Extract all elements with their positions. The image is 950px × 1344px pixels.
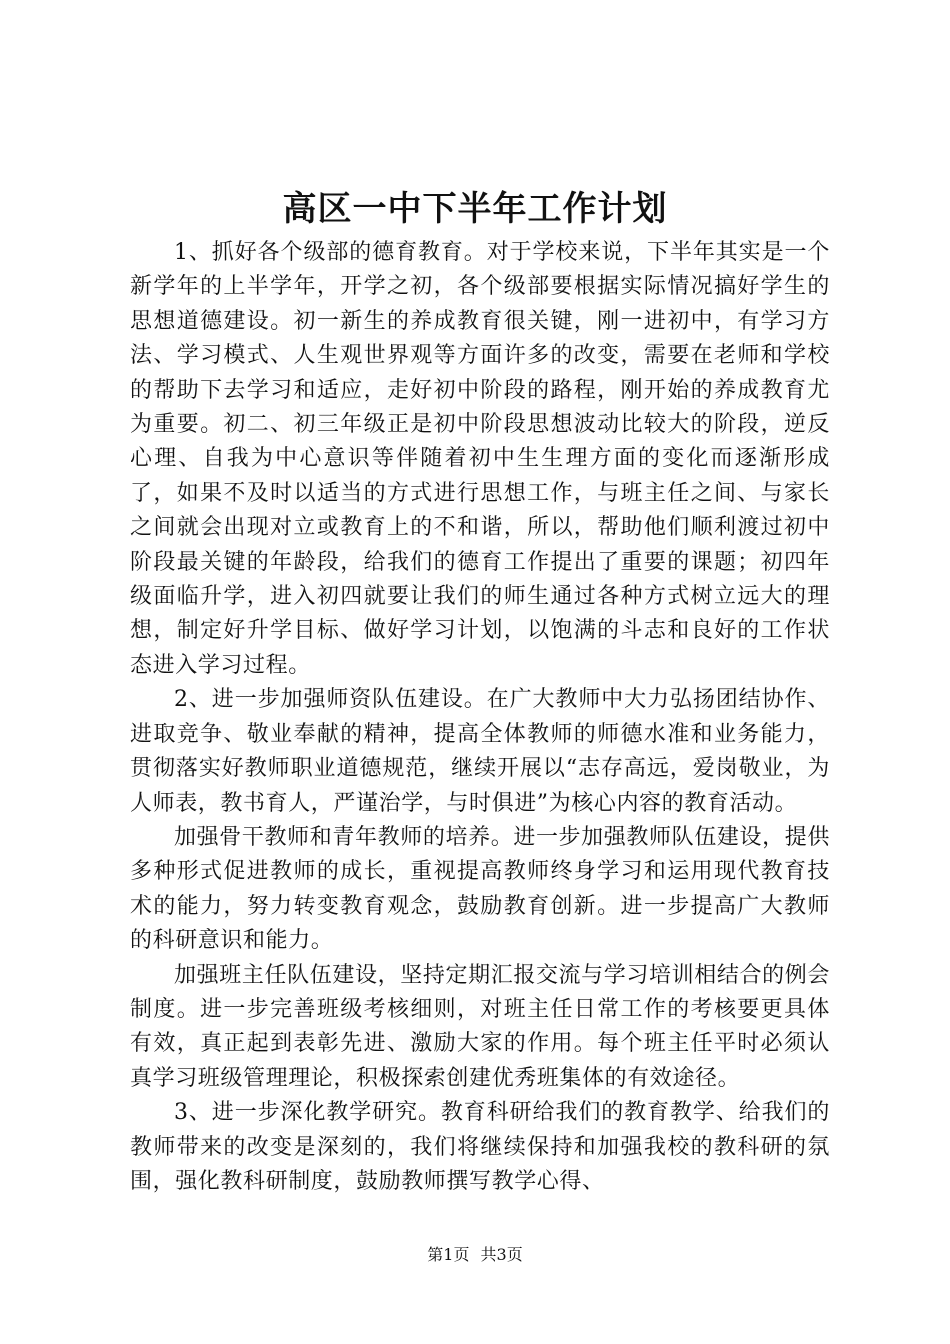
paragraph-5: 3、进一步深化教学研究。教育科研给我们的教育教学、给我们的教师带来的改变是深刻的，我们将继续保持和加强我校的教科研的氛围，强化教科研制度，鼓励教师撰写教学心得、 bbox=[130, 1100, 830, 1194]
document-title: 高区一中下半年工作计划 bbox=[282, 189, 668, 229]
paragraph-2: 2、进一步加强师资队伍建设。在广大教师中大力弘扬团结协作、进取竞争、敬业奉献的精神，提高全体教师的师德水准和业务能力，贯彻落实好教师职业道德规范，继续开展以“志存高远，爱岗敬业，为人师表，教书育人，严谨治学，与时俱进”为核心内容的教育活动。 bbox=[130, 687, 830, 816]
paragraph-3: 加强骨干教师和青年教师的培养。进一步加强教师队伍建设，提供多种形式促进教师的成长，重视提高教师终身学习和运用现代教育技术的能力，努力转变教育观念，鼓励教育创新。进一步提高广大教师的科研意识和能力。 bbox=[130, 824, 830, 954]
paragraph-4: 加强班主任队伍建设，坚持定期汇报交流与学习培训相结合的例会制度。进一步完善班级考核细则，对班主任日常工作的考核要更具体有效，真正起到表彰先进、激励大家的作用。每个班主任平时必须认真学习班级管理理论，积极探索创建优秀班集体的有效途径。 bbox=[130, 962, 830, 1091]
page-footer bbox=[0, 1244, 950, 1266]
document-body bbox=[130, 236, 830, 1199]
paragraph-1: 1、抓好各个级部的德育教育。对于学校来说，下半年其实是一个新学年的上半学年，开学之初，各个级部要根据实际情况搞好学生的思想道德建设。初一新生的养成教育很关键，刚一进初中，有学习方法、学习模式、人生观世界观等方面许多的改变，需要在老师和学校的帮助下去学习和适应，走好初中阶段的路程，刚开始的养成教育尤为重要。初二、初三年级正是初中阶段思想波动比较大的阶段，逆反心理、自我为中心意识等伴随着初中生生理方面的变化而逐渐形成了，如果不及时以适当的方式进行思想工作，与班主任之间、与家长之间就会出现对立或教育上的不和谐，所以，帮助他们顺利渡过初中阶段最关键的年龄段，给我们的德育工作提出了重要的课题；初四年级面临升学，进入初四就要让我们的师生通过各种方式树立远大的理想，制定好升学目标、做好学习计划，以饱满的斗志和良好的工作状态进入学习过程。 bbox=[130, 240, 830, 678]
page-total: 共3页 bbox=[480, 1245, 523, 1264]
page-number: 第1页 bbox=[427, 1245, 470, 1264]
